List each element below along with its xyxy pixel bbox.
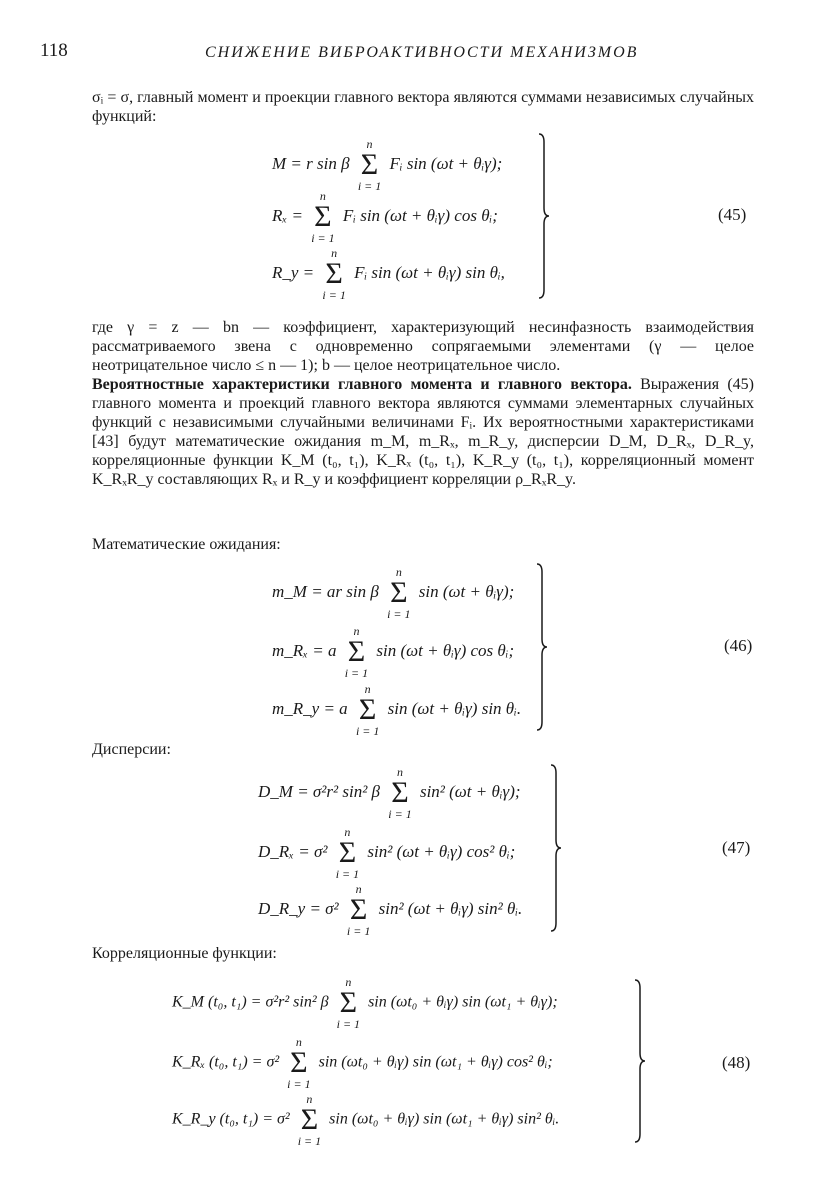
eq47-l1-rhs: sin² (ωt + θᵢγ); [419,781,521,801]
eq46-l1-lhs: m_M = ar sin β [272,581,379,601]
right-brace [549,763,563,933]
eq48-line-3 [172,1093,559,1147]
equation-number-46: (46) [724,636,753,655]
sum-sign: n Σ i = 1 [387,565,411,621]
eq47-l2-lhs: D_Rₓ = σ² [258,841,328,861]
section-heading: Вероятностные характеристики главного момента и главного вектора. [92,376,632,393]
gamma-paragraph: где γ = z — bn — коэффициент, характеризующий несинфазность взаимодействия рассматриваемого звена с одновременно сопрягаемыми элементами (γ — целое неотрицательное число ≤ n — 1); b — целое неотрицательное число. [92,319,754,374]
eq48-l3-rhs: sin (ωt₀ + θᵢγ) sin (ωt₁ + θᵢγ) sin² θᵢ. [329,1110,560,1128]
eq48-line-1 [172,976,558,1030]
eq48-l2-lhs: K_Rₓ (t₀, t₁) = σ² [172,1053,280,1071]
eq45-line-3 [272,247,505,301]
sum-sign: n Σ i = 1 [322,246,346,302]
page-number: 118 [40,40,68,61]
eq45-l2-lhs: Rₓ = [272,205,303,225]
eq48-l2-rhs: sin (ωt₀ + θᵢγ) sin (ωt₁ + θᵢγ) cos² θᵢ; [318,1053,553,1071]
eq46-l3-lhs: m_R_y = a [272,698,348,718]
expectations-label: Математические ожидания: [92,536,281,553]
eq45-l3-rhs: Fᵢ sin (ωt + θᵢγ) sin θᵢ, [354,262,505,282]
eq46-l3-rhs: sin (ωt + θᵢγ) sin θᵢ. [387,698,522,718]
eq45-l3-lhs: R_y = [272,262,315,282]
eq45-l2-rhs: Fᵢ sin (ωt + θᵢγ) cos θᵢ; [342,205,498,225]
eq48-line-2 [172,1036,553,1090]
probability-text: Выражения (45) главного момента и проекций главного вектора являются суммами элементарных случайных функций с независимыми случайными величинами Fᵢ. Их вероятностными характеристиками [43] будут математические ожидания m_M, m_Rₓ, m_R_y, дисперсии D_M, D_Rₓ, D_R_y, корреляционные функции K_M (t₀, t₁), K_Rₓ (t₀, t₁), K_R_y (t₀, t₁), корреляционный момент K_RₓR_y составляющих Rₓ и R_y и коэффициент корреляции ρ_RₓR_y. [92,376,755,488]
sum-sign: n Σ i = 1 [287,1035,311,1091]
eq46-l1-rhs: sin (ωt + θᵢγ); [418,581,515,601]
right-brace [535,562,549,732]
eq47-l3-lhs: D_R_y = σ² [258,898,339,918]
correlation-label: Корреляционные функции: [92,945,277,962]
eq45-line-2 [272,190,498,244]
sum-sign: n Σ i = 1 [335,825,360,881]
dispersions-label: Дисперсии: [92,741,171,758]
sum-sign: n Σ i = 1 [336,975,361,1031]
eq46-l2-lhs: m_Rₓ = a [272,640,337,660]
equation-number-45: (45) [718,205,747,224]
eq47-line-3 [258,883,522,937]
eq47-l3-rhs: sin² (ωt + θᵢγ) sin² θᵢ. [378,898,523,918]
intro-paragraph: σᵢ = σ, главный момент и проекции главного вектора являются суммами независимых случайных функций: [92,89,754,125]
sum-sign: n Σ i = 1 [357,137,382,193]
eq45-l1-lhs: M = r sin β [272,153,350,173]
eq46-line-3 [272,683,521,737]
eq45-line-1 [272,138,502,192]
sum-sign: n Σ i = 1 [388,765,412,821]
sum-sign: n Σ i = 1 [297,1092,322,1148]
eq47-line-1 [258,766,521,820]
equation-number-47: (47) [722,838,751,857]
eq48-l1-lhs: K_M (t₀, t₁) = σ²r² sin² β [172,993,329,1011]
sum-sign: n Σ i = 1 [311,189,335,245]
eq45-l1-rhs: Fᵢ sin (ωt + θᵢγ); [389,153,503,173]
sum-sign: n Σ i = 1 [346,882,371,938]
eq46-line-1 [272,566,514,620]
sum-sign: n Σ i = 1 [344,624,369,680]
eq46-l2-rhs: sin (ωt + θᵢγ) cos θᵢ; [376,640,515,660]
probability-paragraph [92,375,754,489]
eq47-l2-rhs: sin² (ωt + θᵢγ) cos² θᵢ; [367,841,516,861]
eq48-l3-lhs: K_R_y (t₀, t₁) = σ² [172,1110,290,1128]
running-title: СНИЖЕНИЕ ВИБРОАКТИВНОСТИ МЕХАНИЗМОВ [205,44,639,61]
sum-sign: n Σ i = 1 [355,682,380,738]
eq48-l1-rhs: sin (ωt₀ + θᵢγ) sin (ωt₁ + θᵢγ); [368,993,558,1011]
right-brace [537,132,551,300]
eq47-line-2 [258,826,515,880]
right-brace [633,978,647,1144]
eq47-l1-lhs: D_M = σ²r² sin² β [258,781,381,801]
equation-number-48: (48) [722,1053,751,1072]
eq46-line-2 [272,625,514,679]
